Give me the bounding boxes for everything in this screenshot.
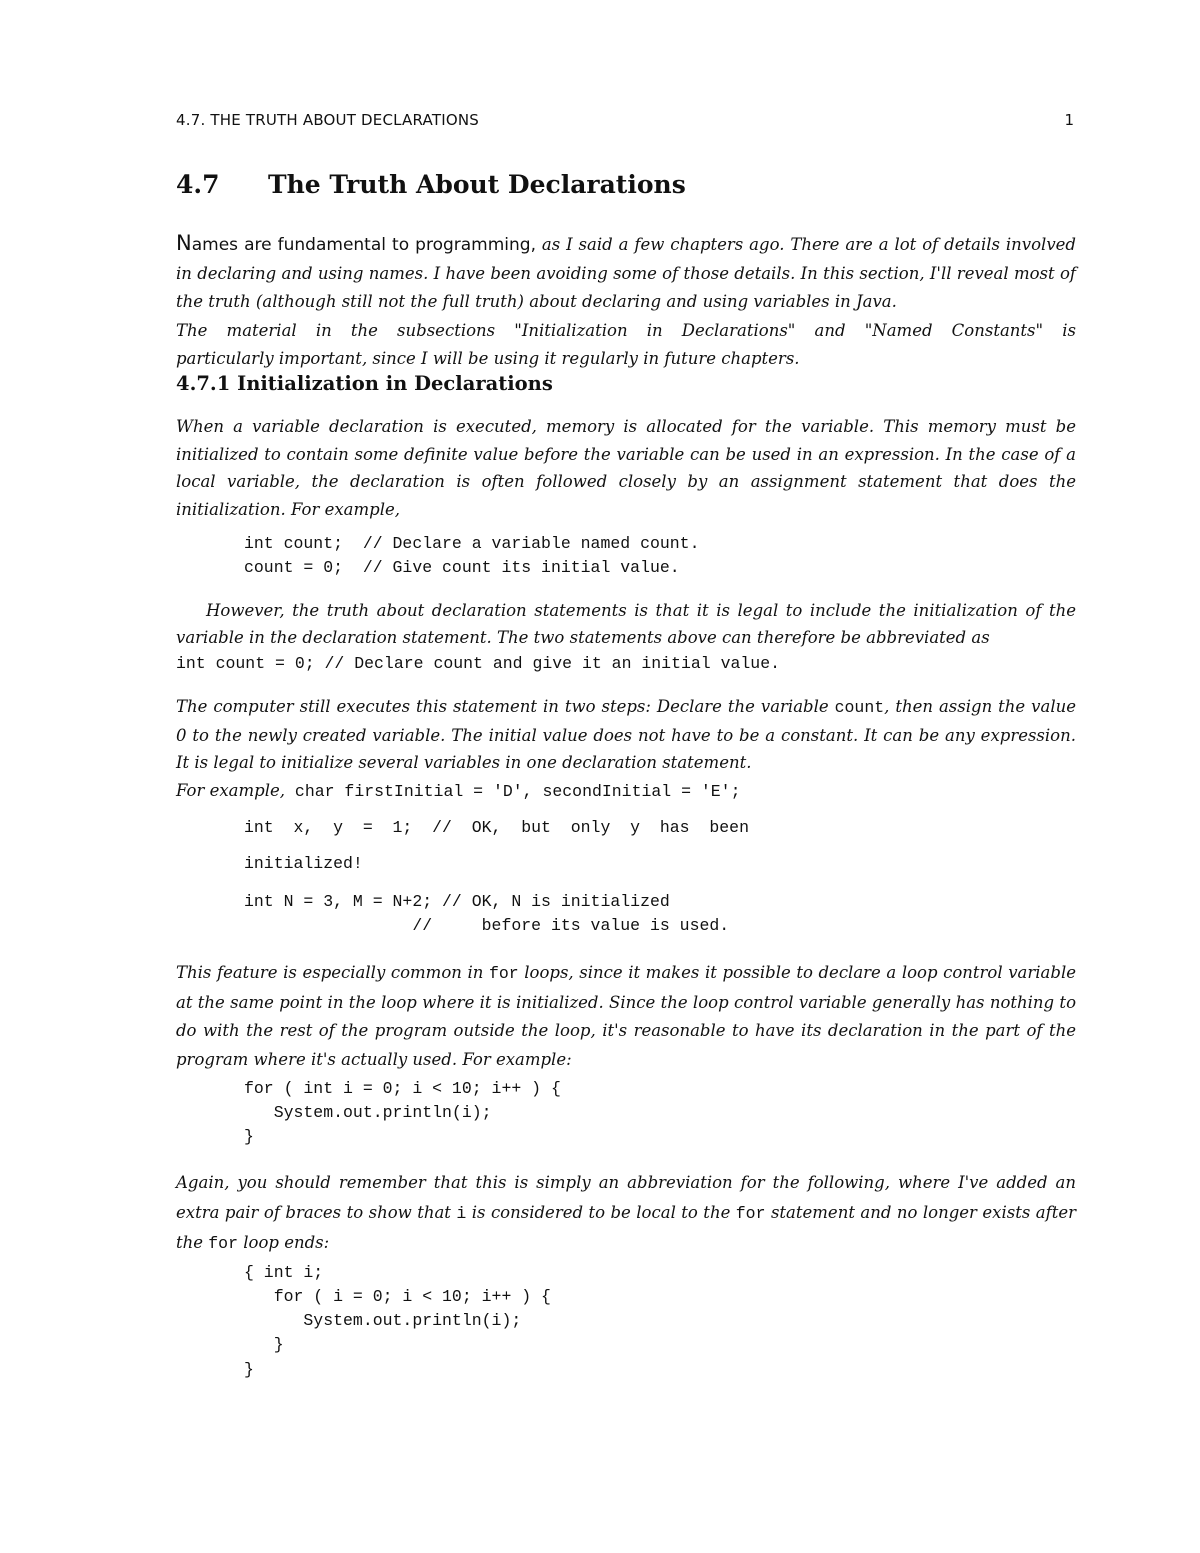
code-inline-i: i [456,1203,467,1223]
code-line: int N = 3, M = N+2; // OK, N is initialized [244,892,670,911]
code-inline-char: char firstInitial = 'D', secondInitial = 'E'; [285,781,741,801]
intro-body [176,229,1076,317]
paragraph-however [176,598,1076,678]
intro-lead: ames are fundamental to programming, [191,235,536,255]
again-part3: statement and no longer exists after the [176,1202,1076,1252]
two-steps-part1: The computer still executes this statement in two steps: Declare the variable [176,697,835,716]
running-header: 4.7. THE TRUTH ABOUT DECLARATIONS [176,111,479,129]
however-text: However, the truth about declaration statements is that it is legal to include the initialization of the variable in the declaration statement. The two statements above can therefore be abbreviated as [176,601,1076,647]
code-inline-for: for [488,964,519,983]
paragraph-again [176,1168,1076,1259]
intro-paragraph [176,229,1076,374]
code-line: System.out.println(i); [244,1103,492,1122]
code-line: int count; // Declare a variable named count. [244,534,700,553]
code-inline-for: for [735,1203,766,1223]
for-example-line [176,777,1076,806]
page-number: 1 [1064,111,1074,129]
code-line: } [244,1127,254,1146]
code-line: // before its value is used. [244,916,730,935]
code-line: { int i; [244,1263,324,1282]
code-inline-count: count [834,698,885,717]
code-line: for ( int i = 0; i < 10; i++ ) { [244,1079,561,1098]
paragraph-two-steps [176,693,1076,805]
again-part2: is considered to be local to the [466,1202,736,1222]
code-line: initialized! [244,854,363,873]
code-line: System.out.println(i); [244,1311,522,1330]
two-steps-text [176,693,1076,777]
intro-line-subsections: The material in the subsections "Initialization in Declarations" and "Named Constants" is [176,320,1076,340]
section-heading [176,170,686,199]
again-part1: Again, you should remember that this is simply an abbreviation for the following, where I've added an extra pair of braces to show that [176,1173,1076,1222]
code-inline-for: for [208,1234,238,1253]
for-loops-part2: loops, since it makes it possible to declare a loop control variable at the same point in the loop where it is initialized. Since the loop control variable generally has nothing to do with the rest of the program outside the loop, it's reasonable to have its declaration in the part of the program where it's actually used. For example: [176,963,1076,1069]
intro-dropcap: N [176,231,192,255]
code-line: for ( i = 0; i < 10; i++ ) { [244,1287,551,1306]
for-example-label: For example, [176,780,286,800]
for-loops-part1: This feature is especially common in [176,963,489,982]
code-line: int x, y = 1; // OK, but only y has been [244,818,749,837]
intro-rest: as I said a few chapters ago. There are a lot of details involved in declaring and using names. I have been avoiding some of those details. In this section, I'll reveal most of the truth (although still not the full truth) about declaring and using variables in Java. [176,235,1076,311]
section-title: The Truth About Declarations [268,170,686,199]
again-part4: loop ends: [238,1233,330,1252]
code-inline-line: int count = 0; // Declare count and give it an initial value. [176,654,780,673]
two-steps-part2: , then assign the value 0 to the newly created variable. The initial value does not have to be a constant. It can be any expression. It is legal to initialize several variables in one declaration statement. [176,697,1076,772]
section-number: 4.7 [176,170,220,199]
paragraph-for-loops [176,959,1076,1074]
code-line: } [244,1360,254,1379]
code-line: count = 0; // Give count its initial value. [244,558,680,577]
code-line: } [244,1335,284,1354]
subsection-heading: 4.7.1 Initialization in Declarations [176,372,553,395]
paragraph-initialization: When a variable declaration is executed, memory is allocated for the variable. This memory must be initialized to contain some definite value before the variable can be used in an expression. In the case of a local variable, the declaration is often followed closely by an assignment statement that does the initialization. For example, [176,417,1076,519]
intro-line-important: particularly important, since I will be using it regularly in future chapters. [176,349,800,368]
